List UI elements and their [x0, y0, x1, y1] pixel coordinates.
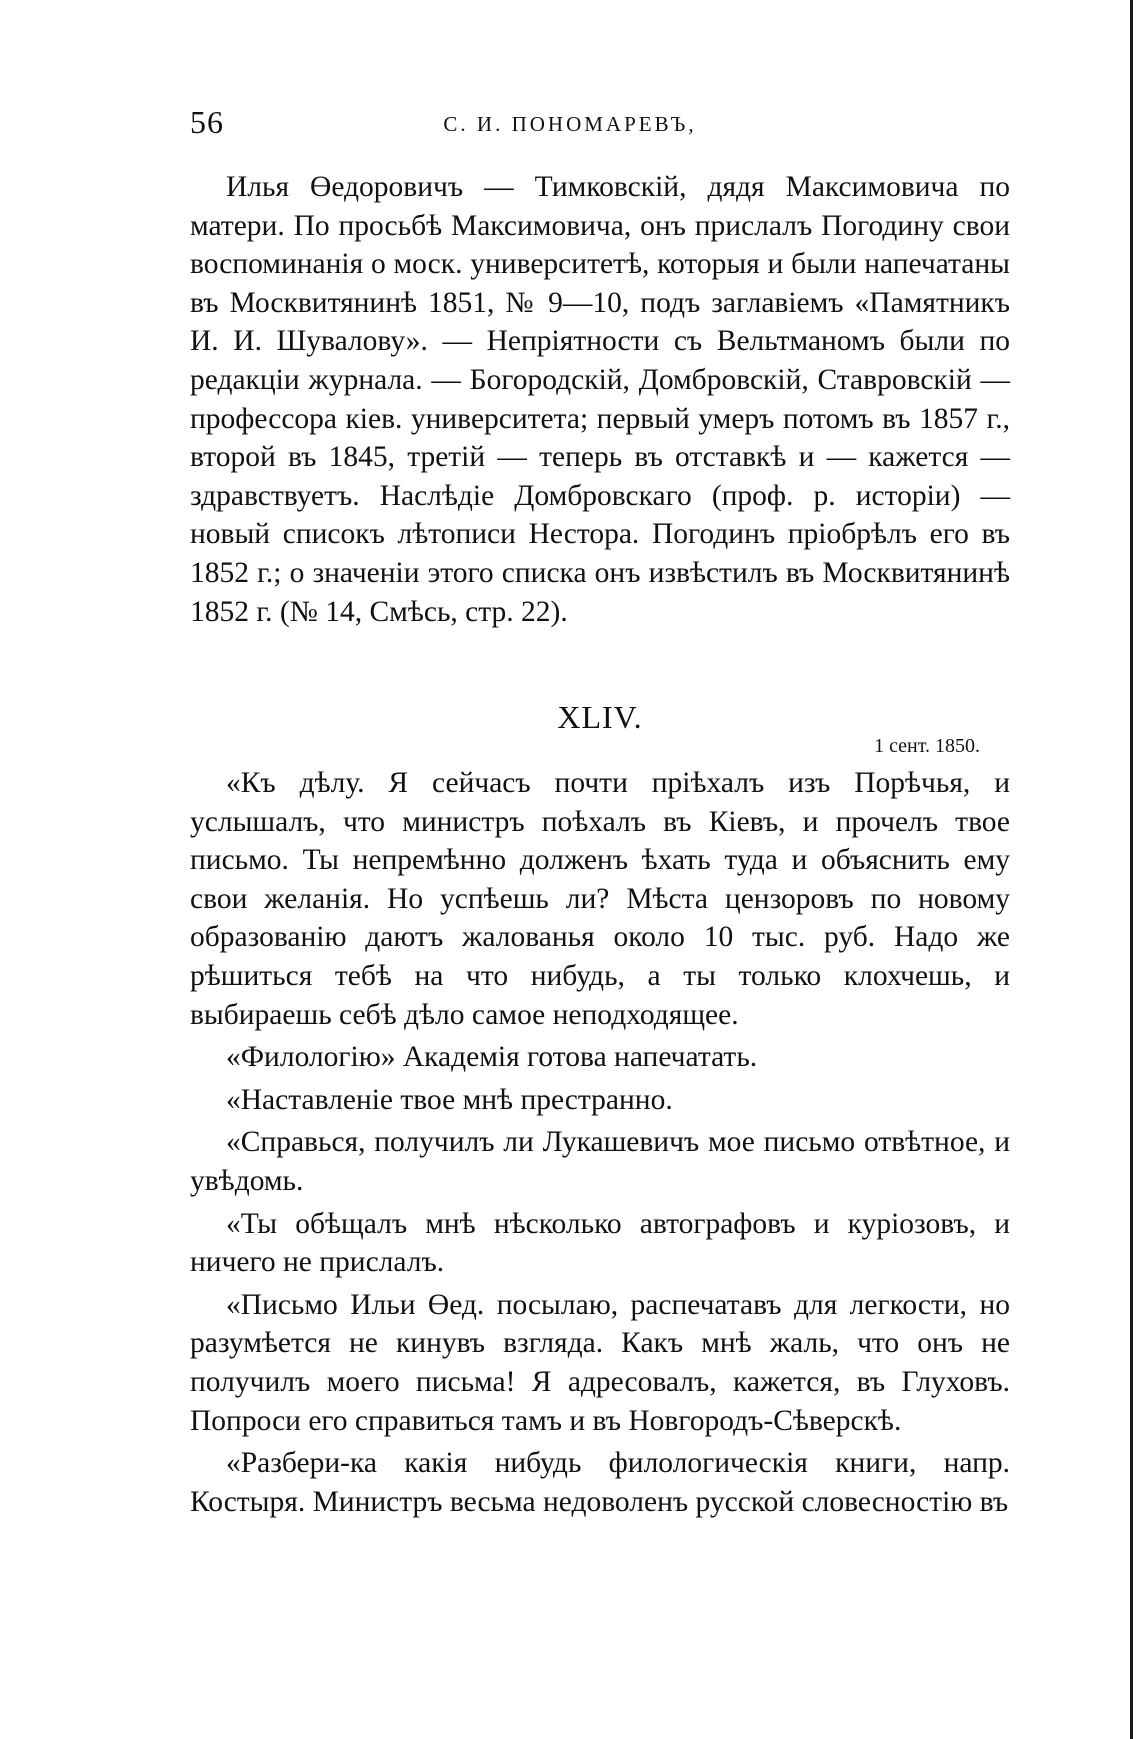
- running-head: С. И. ПОНОМАРЕВЪ,: [443, 112, 697, 136]
- letter-paragraph: «Ты обѣщалъ мнѣ нѣсколько автографовъ и куріозовъ, и ничего не прислалъ.: [190, 1207, 1010, 1279]
- letter-paragraph: «Справься, получилъ ли Лукашевичъ мое письмо отвѣтное, и увѣдомь.: [190, 1126, 1010, 1197]
- letter-paragraph: «Разбери-ка какія нибудь филологическія книги, напр. Костыря. Министръ весьма недоволенъ русской словесностію въ: [190, 1447, 1010, 1518]
- letter-date: 1 сент. 1850.: [874, 735, 980, 757]
- letter-number-heading: XLIV.: [557, 699, 643, 735]
- footnote-text-block: [190, 168, 1010, 631]
- letter-paragraph: «Наставленіе твое мнѣ престранно.: [226, 1083, 673, 1116]
- page-header: [190, 102, 1010, 142]
- letter-paragraph: «Филологію» Академія готова напечатать.: [226, 1041, 758, 1074]
- letter-body: [190, 764, 1010, 1525]
- letter-paragraph: «Къ дѣлу. Я сейчасъ почти пріѣхалъ изъ Порѣчья, и услышалъ, что министръ поѣхалъ въ Кіевъ, и прочелъ твое письмо. Ты непремѣнно долженъ ѣхать туда и объяснить ему свои желанія. Но успѣешь ли? Мѣста цензоровъ по новому образованію даютъ жалованья около 10 тыс. руб. Надо же рѣшиться тебѣ на что нибудь, а ты только клохчешь, и выбираешь себѣ дѣло самое неподходящее.: [190, 767, 1010, 1031]
- letter-paragraph: «Письмо Ильи Өед. посылаю, распечатавъ для легкости, но разумѣется не кинувъ взгляда. Какъ мнѣ жаль, что онъ не получилъ моего письма! Я адресовалъ, кажется, въ Глуховъ. Попроси его справиться тамъ и въ Новгородъ-Сѣверскѣ.: [190, 1288, 1010, 1437]
- page-edge-line: [1130, 0, 1133, 1739]
- footnote-paragraph: Илья Өедоровичъ — Тимковскій, дядя Максимовича по матери. По просьбѣ Максимовича, онъ прислалъ Погодину свои воспоминанія о моск. университетѣ, которыя и были напечатаны въ Москвитянинѣ 1851, № 9—10, подъ заглавіемъ «Памятникъ И. И. Шувалову». — Непріятности съ Вельтманомъ были по редакціи журнала. — Богородскій, Домбровскій, Ставровскій — профессора кіев. университета; первый умеръ потомъ въ 1857 г., второй въ 1845, третій — теперь въ отставкѣ и — кажется — здравствуетъ. Наслѣдіе Домбровскаго (проф. р. исторіи) — новый списокъ лѣтописи Нестора. Погодинъ пріобрѣлъ его въ 1852 г.; о значеніи этого списка онъ извѣстилъ въ Москвитянинѣ 1852 г. (№ 14, Смѣсь, стр. 22).: [190, 171, 1010, 628]
- page-number: 56: [190, 104, 224, 140]
